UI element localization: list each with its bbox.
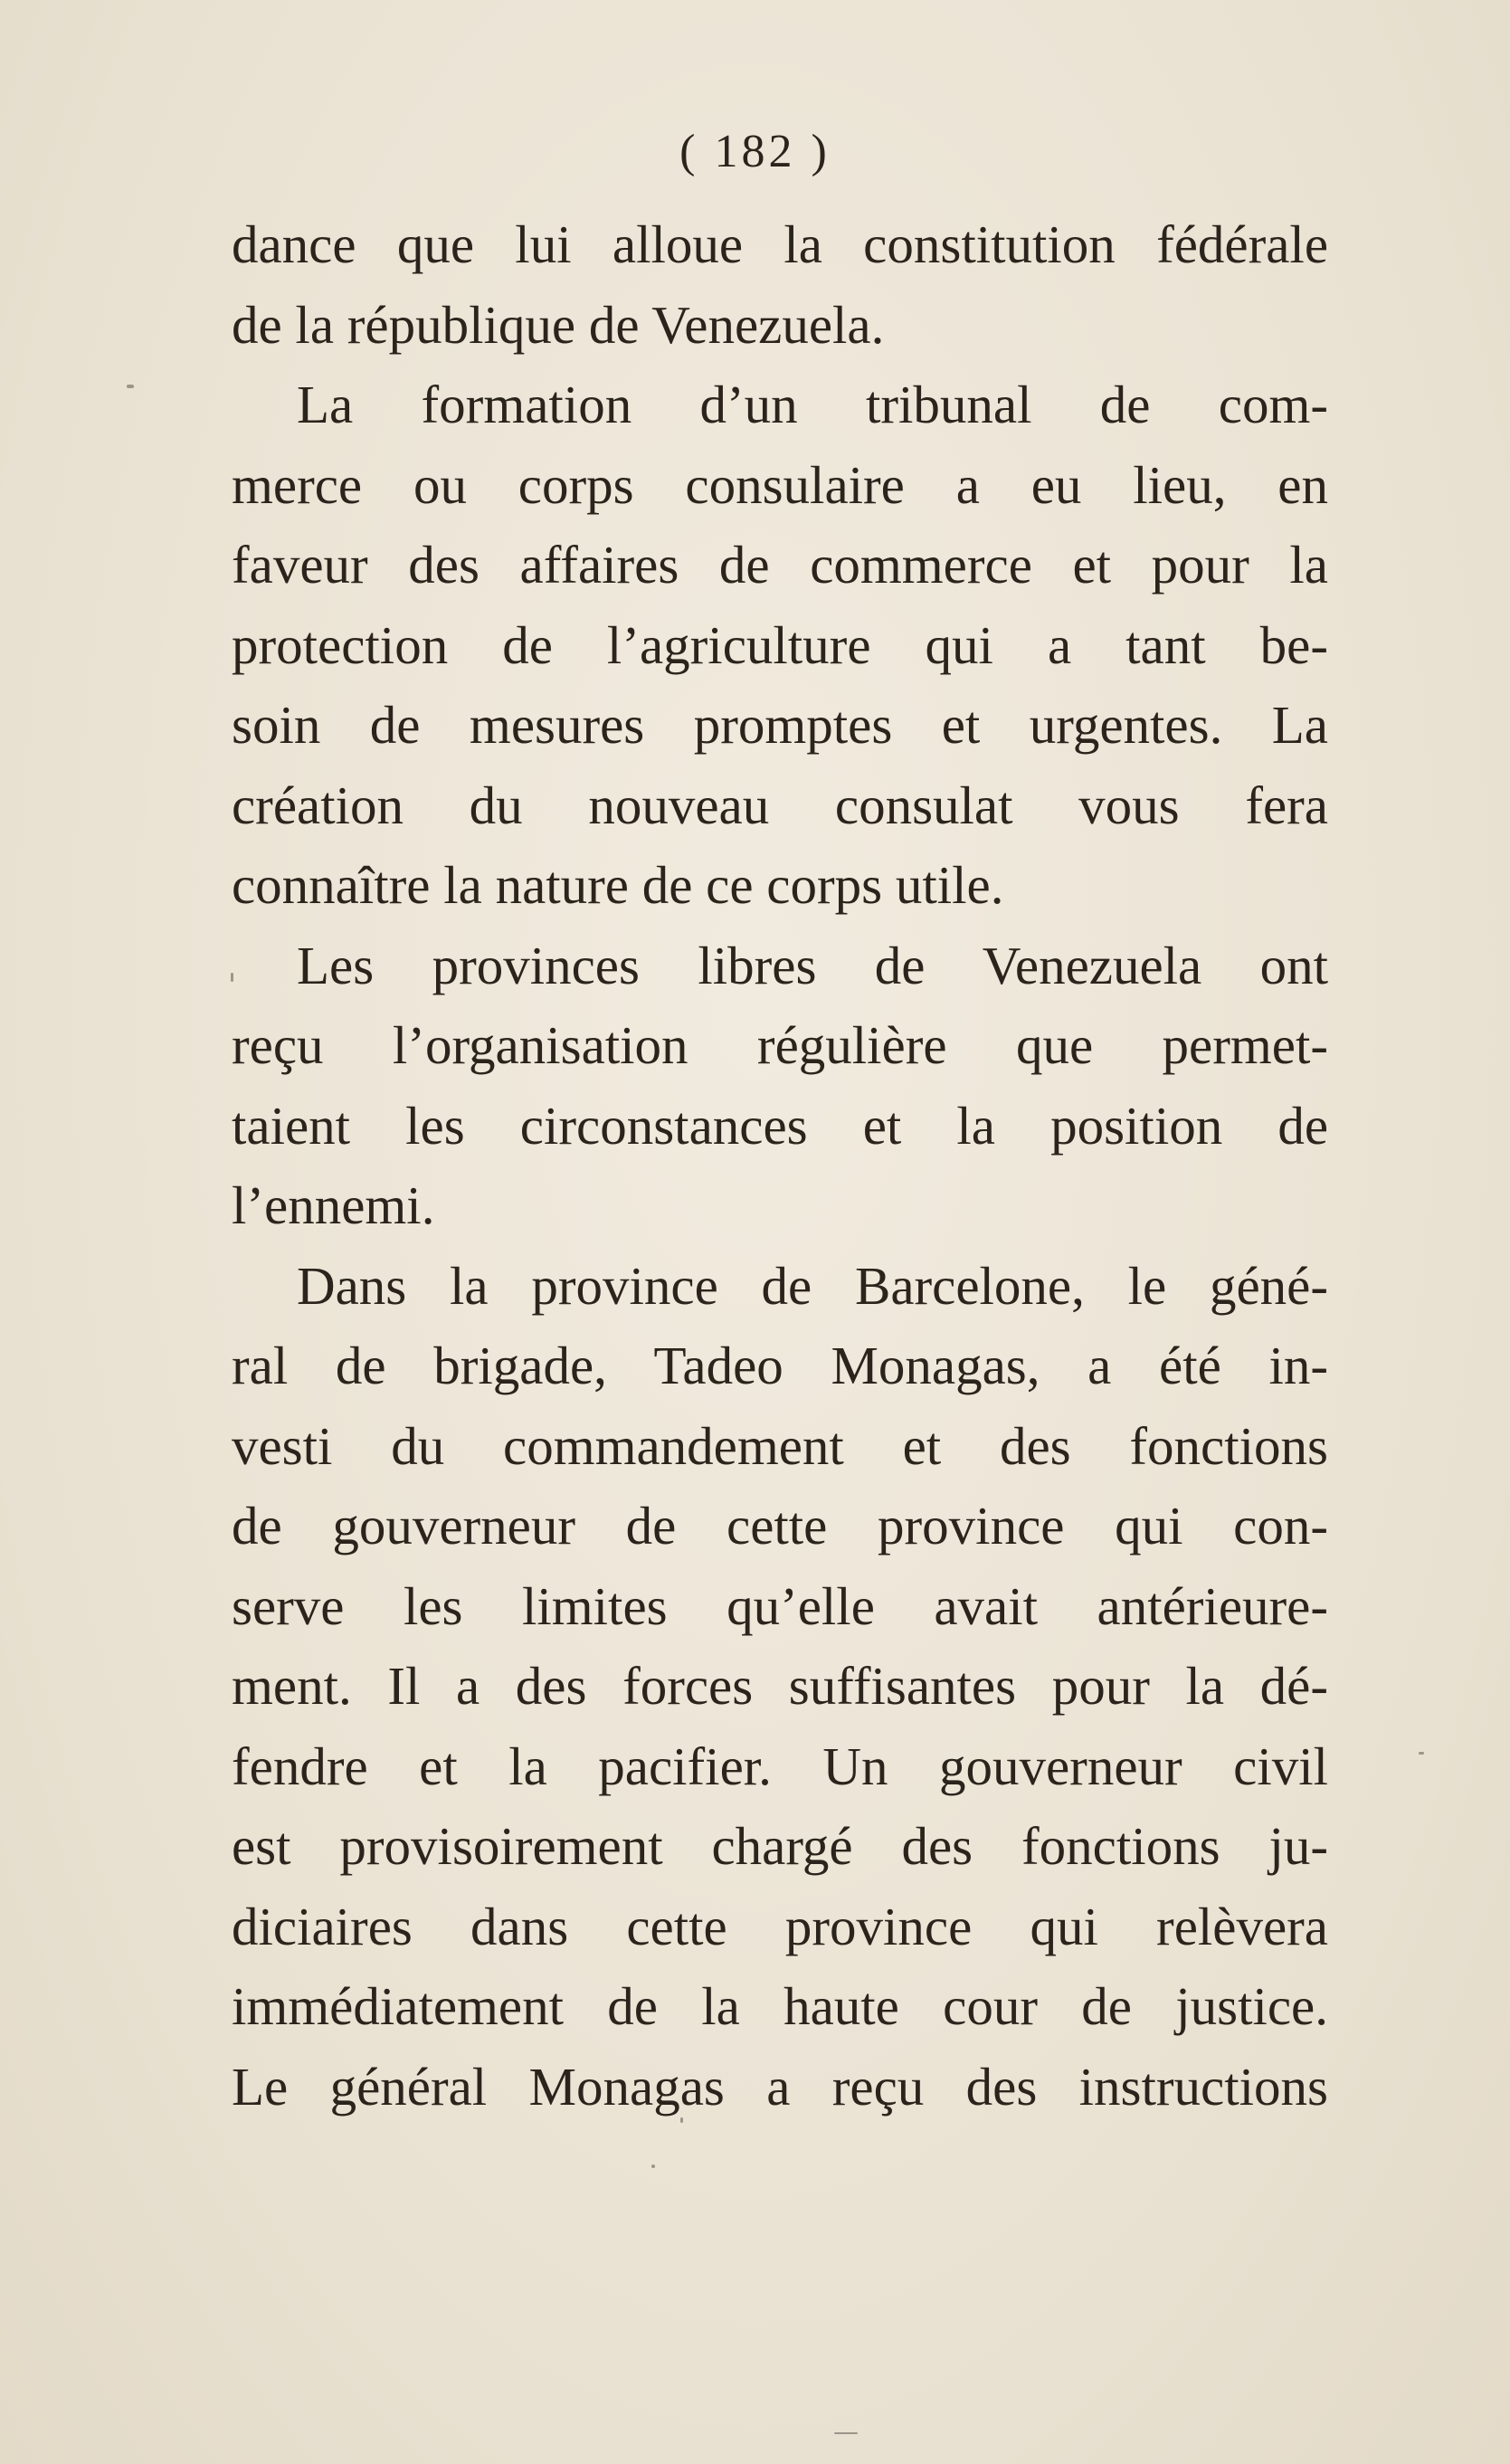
text-line: de gouverneur de cette province qui con- [232, 1496, 1328, 1555]
text-line: serve les limites qu’elle avait antérieure- [232, 1575, 1328, 1636]
paper-speck [231, 973, 233, 982]
paper-speck [651, 2164, 655, 2168]
text-line: Le général Monagas a reçu des instructions [232, 2056, 1328, 2117]
text-line: ral de brigade, Tadeo Monagas, a été in- [232, 1336, 1328, 1395]
body-text [232, 205, 1328, 2126]
text-line: faveur des affaires de commerce et pour la [232, 535, 1328, 595]
text-line: soin de mesures promptes et urgentes. La [232, 695, 1328, 755]
text-line: création du nouveau consulat vous fera [232, 775, 1328, 835]
text-line: taient les circonstances et la position de [232, 1095, 1328, 1156]
paper-speck [1419, 1752, 1424, 1755]
text-line: fendre et la pacifier. Un gouverneur civil [232, 1736, 1328, 1796]
paper-speck [127, 385, 134, 388]
text-line: protection de l’agriculture qui a tant be- [232, 614, 1328, 675]
text-line: est provisoirement chargé des fonctions ju- [232, 1816, 1328, 1876]
text-line: dance que lui alloue la constitution fédérale [232, 214, 1328, 274]
paper-speck [680, 2117, 683, 2123]
text-line: l’ennemi. [232, 1175, 435, 1235]
text-line: reçu l’organisation régulière que permet- [232, 1015, 1328, 1075]
text-line: diciaires dans cette province qui relèvera [232, 1896, 1328, 1956]
text-line: vesti du commandement et des fonctions [232, 1415, 1328, 1476]
text-line: immédiatement de la haute cour de justice. [232, 1976, 1328, 2036]
paper-speck [834, 2432, 858, 2434]
page-number: ( 182 ) [679, 126, 831, 177]
text-line: La formation d’un tribunal de com- [297, 375, 1328, 434]
text-line: ment. Il a des forces suffisantes pour la dé- [232, 1656, 1328, 1716]
text-line: connaître la nature de ce corps utile. [232, 855, 1004, 915]
text-line: de la république de Venezuela. [232, 294, 885, 355]
text-line: merce ou corps consulaire a eu lieu, en [232, 454, 1328, 515]
text-line: Dans la province de Barcelone, le géné- [297, 1255, 1328, 1316]
text-line: Les provinces libres de Venezuela ont [297, 935, 1328, 995]
